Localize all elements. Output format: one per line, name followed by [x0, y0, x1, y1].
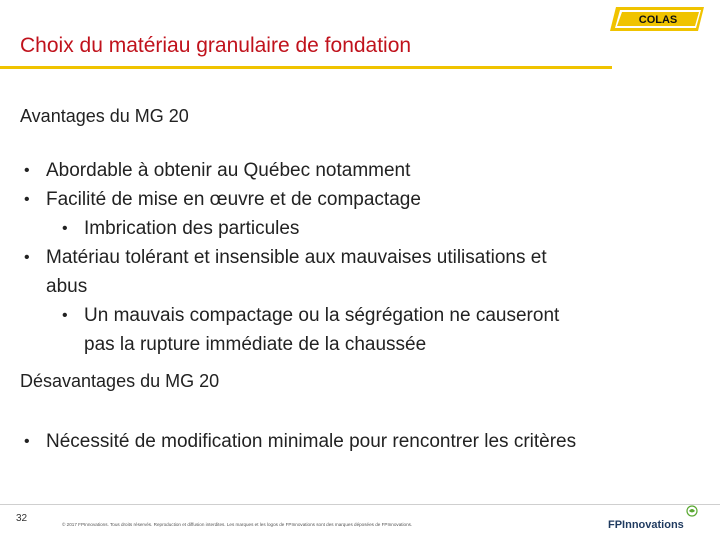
brand-text: FPInnovations [608, 519, 684, 531]
disadvantages-heading: Désavantages du MG 20 [20, 371, 220, 391]
title-underline [0, 66, 612, 69]
bullet-icon: • [24, 191, 30, 208]
colas-logo-icon [608, 6, 706, 32]
bullet-icon: • [24, 162, 30, 179]
list-item: Nécessité de modification minimale pour rencontrer les critères [46, 431, 577, 452]
copyright-text: © 2017 FPInnovations. Tous droits réservés. Reproduction et diffusion interdites. Les marques et les logos de FPInnovations sont des marques déposées de FPInnovations. [62, 522, 413, 527]
sub-list-item-continuation: pas la rupture immédiate de la chaussée [84, 334, 427, 355]
advantages-heading: Avantages du MG 20 [20, 106, 189, 126]
fpinnovations-logo-icon [608, 505, 704, 535]
bullet-icon: • [24, 433, 30, 450]
list-item: Abordable à obtenir au Québec notamment [46, 160, 411, 181]
sub-list-item: Imbrication des particules [84, 218, 300, 239]
sub-list-item: Un mauvais compactage ou la ségrégation ne causeront [84, 305, 560, 326]
sub-bullet-icon: • [62, 307, 68, 324]
bullet-icon: • [24, 249, 30, 266]
sub-bullet-icon: • [62, 220, 68, 237]
list-item: Matériau tolérant et insensible aux mauvaises utilisations et [46, 247, 547, 268]
logo-text: COLAS [638, 14, 678, 26]
slide-title: Choix du matériau granulaire de fondation [20, 34, 412, 57]
list-item: Facilité de mise en œuvre et de compactage [46, 189, 421, 210]
list-item-continuation: abus [46, 276, 88, 297]
page-number: 32 [16, 513, 28, 524]
